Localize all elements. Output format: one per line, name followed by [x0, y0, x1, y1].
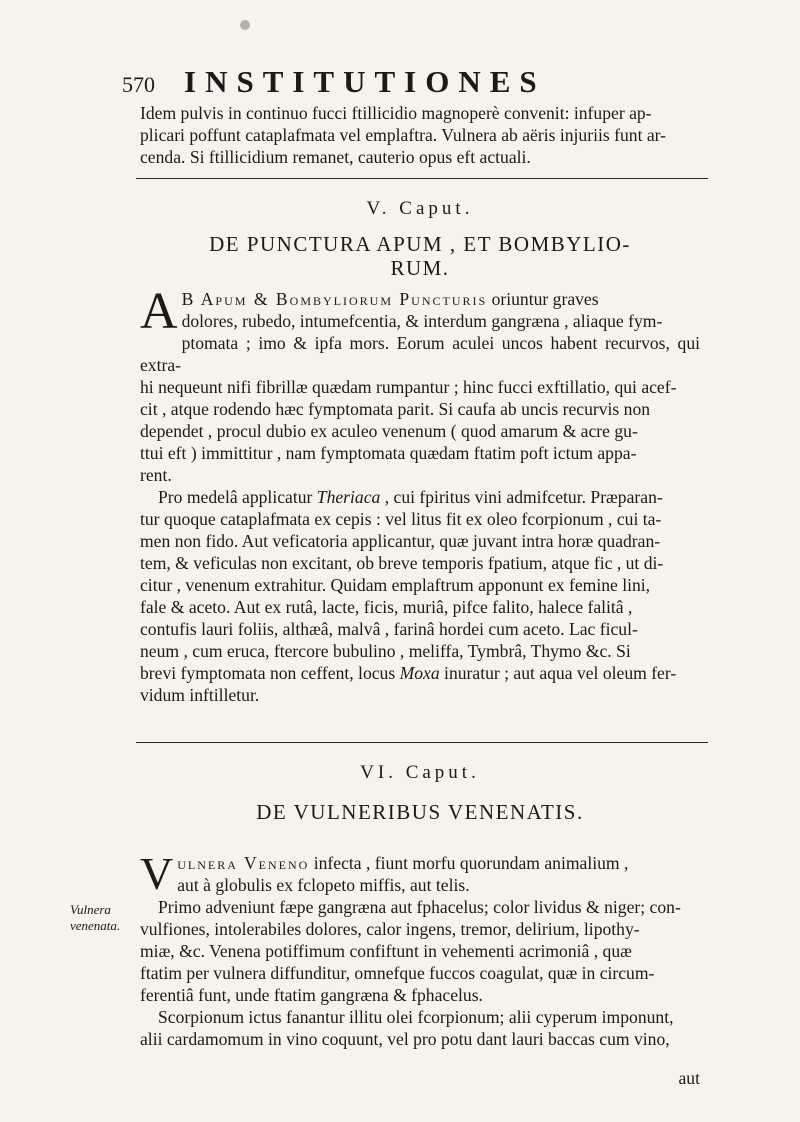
text-line: Scorpionum ictus fanantur illitu olei fcorpionum; alii cyperum imponunt,	[158, 1007, 674, 1027]
section-divider	[136, 178, 708, 179]
margin-note	[70, 902, 136, 934]
text-line: Idem pulvis in continuo fucci ftillicidio magnoperè convenit: infuper ap-	[140, 103, 652, 123]
chapter-5-title	[140, 232, 700, 280]
text-line: vulfiones, intolerabiles dolores, calor ingens, tremor, delirium, lipothy-	[140, 919, 640, 939]
text-line: vidum inftilletur.	[140, 685, 260, 705]
lead-tail: infecta , fiunt morfu quorundam animalium ,	[309, 853, 629, 873]
lead-tail: oriuntur graves	[491, 289, 599, 309]
text-line: Primo adveniunt fæpe gangræna aut fphacelus; color lividus & niger; con-	[158, 897, 681, 917]
catchword: aut	[678, 1068, 700, 1088]
page-number: 570	[122, 72, 155, 97]
text-line: plicari poffunt cataplafmata vel emplaftra. Vulnera ab aëris injuriis funt ar-	[140, 125, 667, 145]
text-line	[140, 662, 700, 684]
text-line: miæ, &c. Venena potiffimum confiftunt in vehementi acrimoniâ , quæ	[140, 941, 632, 961]
text-line: neum , cum eruca, ftercore bubulino , meliffa, Tymbrâ, Thymo &c. Si	[140, 641, 631, 661]
text-line: hi nequeunt nifi fibrillæ quædam rumpantur ; hinc fucci exftillatio, qui acef-	[140, 377, 677, 397]
text-line: fale & aceto. Aut ex rutâ, lacte, ficis, muriâ, pifce falito, halece falitâ ,	[140, 597, 633, 617]
chapter-5-heading: V. Caput.	[366, 198, 474, 219]
chapter-5-body	[140, 283, 700, 706]
text-line: cenda. Si ftillicidium remanet, cauterio opus eft actuali.	[140, 147, 531, 167]
text-line: ttui eft ) immittitur , nam fymptomata quædam ftatim poft ictum appa-	[140, 443, 637, 463]
margin-note-line: Vulnera	[70, 902, 111, 917]
drop-cap: A	[140, 283, 178, 340]
drop-cap: V	[140, 848, 174, 899]
text-line: tur quoque cataplafmata ex cepis : vel litus fit ex oleo fcorpionum , cui ta-	[140, 509, 662, 529]
intro-paragraph	[140, 102, 700, 168]
running-title: INSTITUTIONES	[184, 64, 546, 99]
text-line: ptomata ; imo & ipfa mors. Eorum aculei uncos habent recurvos, qui extra-	[140, 333, 700, 375]
page-header	[122, 64, 682, 98]
text-line: citur , venenum extrahitur. Quidam emplaftrum apponunt ex femine lini,	[140, 575, 651, 595]
text-line: dependet , procul dubio ex aculeo venenum ( quod amarum & acre gu-	[140, 421, 638, 441]
lead-in: B Apum & Bombyliorum Puncturis	[181, 289, 488, 309]
text-line: tem, & veficulas non excitant, ob breve temporis fpatium, atque fic , ut di-	[140, 553, 664, 573]
chapter-6-body	[140, 848, 700, 1050]
chapter-6-title: DE VULNERIBUS VENENATIS.	[256, 800, 584, 824]
italic-term: Moxa	[399, 663, 440, 683]
text-line: aut à globulis ex fclopeto miffis, aut telis.	[177, 875, 470, 895]
text-line: men non fido. Aut veficatoria applicantur, quæ juvant intra horæ quadran-	[140, 531, 661, 551]
ink-spot	[240, 20, 250, 30]
text-line: contufis lauri foliis, althæâ, malvâ , farinâ hordei cum aceto. Lac ficul-	[140, 619, 638, 639]
text-line: ftatim per vulnera diffunditur, omnefque fuccos coagulat, quæ in circum-	[140, 963, 655, 983]
text-line: dolores, rubedo, intumefcentia, & interdum gangræna , aliaque fym-	[181, 311, 663, 331]
text-line: cit , atque rodendo hæc fymptomata parit. Si caufa ab uncis recurvis non	[140, 399, 651, 419]
section-divider	[136, 742, 708, 743]
text-line: rent.	[140, 465, 172, 485]
margin-note-line: venenata.	[70, 918, 121, 933]
text-segment: brevi fymptomata non ceffent, locus	[140, 663, 400, 683]
chapter-5-title-line: RUM.	[390, 256, 450, 280]
chapter-6-heading: VI. Caput.	[360, 762, 480, 783]
text-segment: inuratur ; aut aqua vel oleum fer-	[439, 663, 677, 683]
italic-term: Theriaca	[316, 487, 381, 507]
text-line: ferentiâ funt, unde ftatim gangræna & fphacelus.	[140, 985, 483, 1005]
text-segment: Pro medelâ applicatur	[158, 487, 313, 507]
lead-in: ulnera Veneno	[177, 853, 310, 873]
text-segment: , cui fpiritus vini admifcetur. Præparan-	[380, 487, 663, 507]
chapter-5-title-line: DE PUNCTURA APUM , ET BOMBYLIO-	[209, 232, 631, 256]
text-line: alii cardamomum in vino coquunt, vel pro potu dant lauri baccas cum vino,	[140, 1029, 670, 1049]
text-line	[140, 486, 700, 508]
